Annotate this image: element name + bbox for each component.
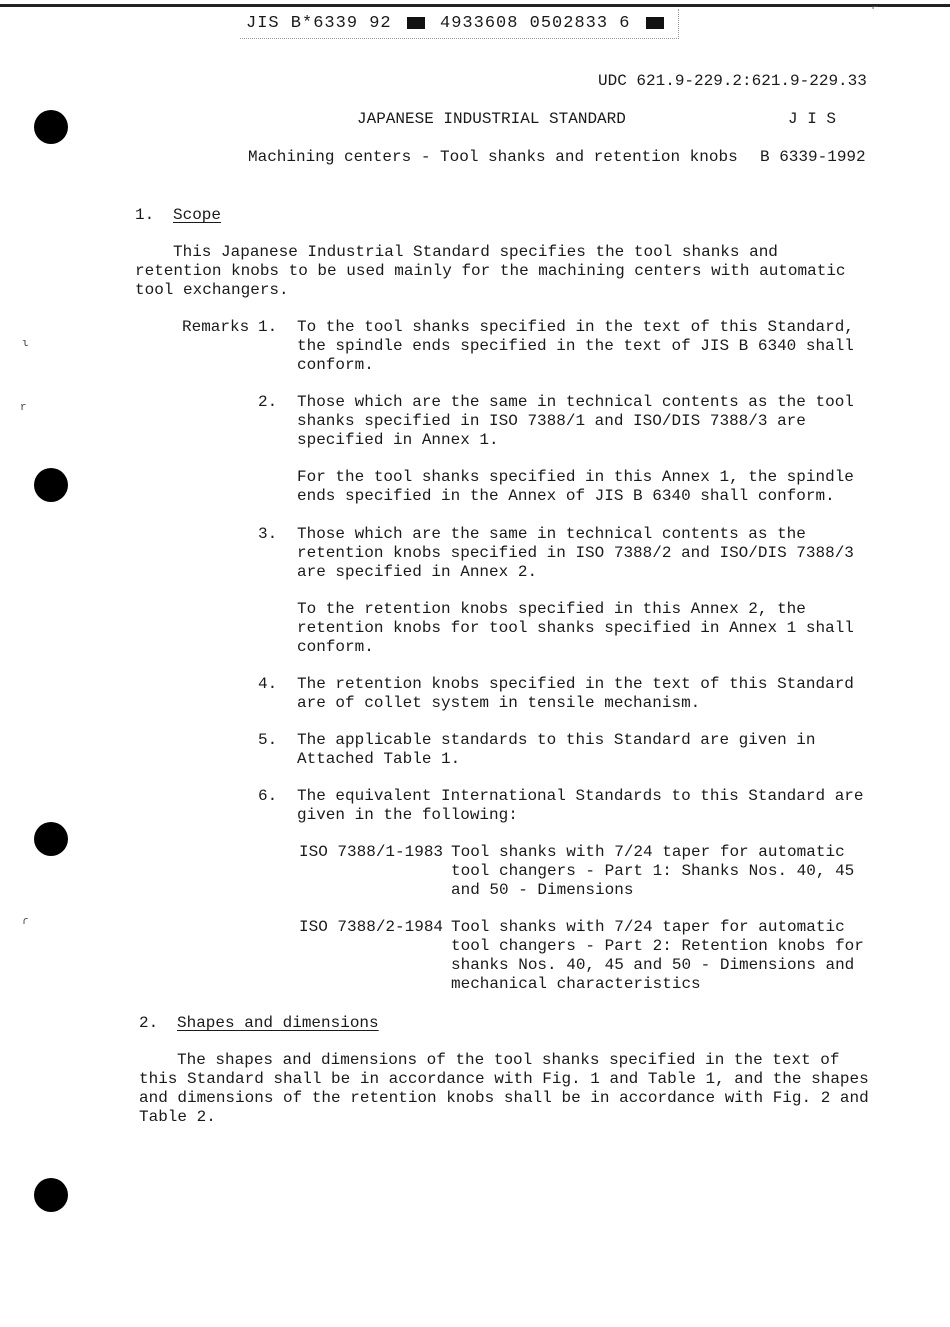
remark-number: 6. (258, 787, 278, 805)
remark-number: 4. (258, 675, 278, 693)
iso-ref-code: ISO 7388/1-1983 (299, 843, 444, 861)
iso-ref-line: mechanical characteristics (451, 975, 701, 993)
remark-line: The equivalent International Standards to this Standard are (297, 787, 864, 805)
remark-extra-line: ends specified in the Annex of JIS B 6340 shall conform. (297, 487, 835, 505)
iso-ref-line: and 50 - Dimensions (451, 881, 634, 899)
remark-extra-line: conform. (297, 638, 374, 656)
standard-number: B 6339-1992 (760, 148, 866, 166)
section-2-body-line: Table 2. (139, 1108, 216, 1126)
iso-ref-line: tool changers - Part 1: Shanks Nos. 40, 45 (451, 862, 855, 880)
remark-number: 5. (258, 731, 278, 749)
remark-line: Attached Table 1. (297, 750, 461, 768)
remark-line: conform. (297, 356, 374, 374)
section-2-heading: Shapes and dimensions (177, 1014, 379, 1032)
scan-speck: ɾ (22, 916, 29, 928)
remark-line: The retention knobs specified in the text of this Standard (297, 675, 854, 693)
document-title: Machining centers - Tool shanks and retention knobs (248, 148, 738, 166)
remark-line: To the tool shanks specified in the text of this Standard, (297, 318, 854, 336)
remark-number: 2. (258, 393, 278, 411)
remark-line: the spindle ends specified in the text of JIS B 6340 shall (297, 337, 854, 355)
section-1-intro-line: retention knobs to be used mainly for the machining centers with automatic (135, 262, 846, 280)
remark-line: Those which are the same in technical contents as the (297, 525, 806, 543)
standard-type: JAPANESE INDUSTRIAL STANDARD (357, 110, 626, 128)
section-1-number: 1. (135, 206, 155, 224)
header-code (246, 14, 668, 33)
section-2-number: 2. (139, 1014, 159, 1032)
scan-speck: ι (22, 338, 29, 350)
scan-speck: r (20, 402, 27, 414)
section-1-heading: Scope (173, 206, 222, 224)
remark-extra-line: To the retention knobs specified in this Annex 2, the (297, 600, 806, 618)
jis-mark: J I S (788, 110, 837, 128)
remarks-label: Remarks (182, 318, 250, 336)
header-code-middle: 4933608 0502833 6 (440, 14, 631, 33)
scan-speck: ⌐ (872, 2, 879, 14)
iso-ref-code: ISO 7388/2-1984 (299, 918, 444, 936)
udc-code: UDC 621.9-229.2:621.9-229.33 (598, 72, 867, 90)
header-code-block-1 (407, 17, 425, 29)
scan-top-border (0, 4, 950, 7)
remark-line: are of collet system in tensile mechanism. (297, 694, 701, 712)
punch-hole-4 (34, 1178, 68, 1212)
remark-number: 1. (258, 318, 278, 336)
remark-line: The applicable standards to this Standard are given in (297, 731, 816, 749)
header-code-block-2 (646, 17, 664, 29)
section-2-body-line: and dimensions of the retention knobs shall be in accordance with Fig. 2 and (139, 1089, 869, 1107)
header-code-left: JIS B*6339 92 (246, 14, 392, 33)
section-1-intro-line: This Japanese Industrial Standard specifies the tool shanks and (173, 243, 778, 261)
remark-line: retention knobs specified in ISO 7388/2 and ISO/DIS 7388/3 (297, 544, 854, 562)
remark-line: are specified in Annex 2. (297, 563, 538, 581)
iso-ref-line: Tool shanks with 7/24 taper for automatic (451, 843, 845, 861)
iso-ref-line: Tool shanks with 7/24 taper for automatic (451, 918, 845, 936)
punch-hole-3 (34, 822, 68, 856)
iso-ref-line: shanks Nos. 40, 45 and 50 - Dimensions and (451, 956, 855, 974)
punch-hole-1 (34, 110, 68, 144)
remark-line: shanks specified in ISO 7388/1 and ISO/DIS 7388/3 are (297, 412, 806, 430)
section-2-body-line: The shapes and dimensions of the tool shanks specified in the text of (177, 1051, 840, 1069)
punch-hole-2 (34, 468, 68, 502)
remark-line: given in the following: (297, 806, 518, 824)
section-1-intro-line: tool exchangers. (135, 281, 289, 299)
iso-ref-line: tool changers - Part 2: Retention knobs for (451, 937, 864, 955)
remark-extra-line: retention knobs for tool shanks specified in Annex 1 shall (297, 619, 854, 637)
section-2-body-line: this Standard shall be in accordance with Fig. 1 and Table 1, and the shapes (139, 1070, 869, 1088)
remark-number: 3. (258, 525, 278, 543)
remark-extra-line: For the tool shanks specified in this Annex 1, the spindle (297, 468, 854, 486)
remark-line: specified in Annex 1. (297, 431, 499, 449)
remark-line: Those which are the same in technical contents as the tool (297, 393, 854, 411)
